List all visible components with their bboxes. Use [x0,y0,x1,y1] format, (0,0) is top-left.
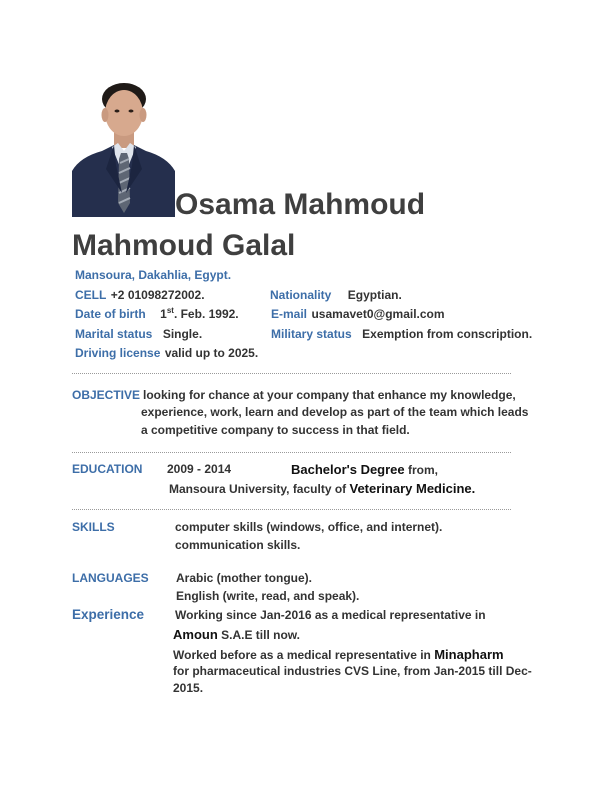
dob-row [75,305,239,323]
dob-label: Date of birth [75,307,146,321]
name-line-2: Mahmoud Galal [72,229,296,262]
objective-line-3: a competitive company to success in that field. [141,423,410,437]
dob-day: 1 [160,307,167,321]
cell-label: CELL [75,288,107,302]
education-university: Mansoura University, faculty of [169,482,350,496]
education-field: Veterinary Medicine. [349,481,476,496]
dob-rest: . Feb. 1992. [173,307,239,321]
job2-line-2: for pharmaceutical industries CVS Line, from Jan-2015 till Dec- [173,664,532,678]
driving-row [75,344,258,362]
skill-item: computer skills (windows, office, and internet). [175,520,443,534]
education-label: EDUCATION [72,462,143,476]
job2-line-3: 2015. [173,681,204,695]
marital-label: Marital status [75,327,153,341]
email-value: usamavet0@gmail.com [311,307,445,321]
job2-company: Minapharm [434,647,504,662]
skills-label: SKILLS [72,520,115,534]
profile-photo [72,73,175,217]
military-row [271,325,532,343]
education-degree-row [291,461,438,479]
education-line-2 [169,480,475,498]
driving-label: Driving license [75,346,161,360]
email-label: E-mail [271,307,308,321]
name-line-1: Osama Mahmoud [175,188,426,221]
job2-line-1 [173,646,504,664]
divider [72,509,511,510]
dob-value [160,307,239,321]
cell-row [75,286,205,304]
objective-label: OBJECTIVE [72,388,141,402]
driving-value: valid up to 2025. [164,346,259,360]
nationality-row [270,286,402,304]
job1-line-1: Working since Jan-2016 as a medical representative in [175,608,486,622]
education-degree: Bachelor's Degree [291,462,405,477]
languages-label: LANGUAGES [72,571,149,585]
address: Mansoura, Dakahlia, Egypt. [75,268,232,282]
cell-value: +2 01098272002. [110,288,205,302]
objective-line-1: looking for chance at your company that enhance my knowledge, [143,388,516,402]
job1-line-2 [173,626,300,644]
email-row [271,305,445,323]
objective-line-2: experience, work, learn and develop as part of the team which leads [141,405,529,419]
military-value: Exemption from conscription. [362,327,533,341]
job1-tail: S.A.E till now. [217,628,301,642]
nationality-label: Nationality [270,288,332,302]
experience-label: Experience [72,607,145,622]
marital-row [75,325,202,343]
marital-value: Single. [162,327,203,341]
nationality-value: Egyptian. [347,288,402,302]
divider [72,373,511,374]
job2-prefix: Worked before as a medical representative in [173,648,435,662]
education-years: 2009 - 2014 [167,462,232,476]
language-item: English (write, read, and speak). [176,589,360,603]
skill-item: communication skills. [175,538,301,552]
job1-company: Amoun [173,627,218,642]
education-degree-tail: from, [404,463,438,477]
military-label: Military status [271,327,352,341]
language-item: Arabic (mother tongue). [176,571,313,585]
dob-suffix: st [166,306,174,315]
divider [72,452,511,453]
